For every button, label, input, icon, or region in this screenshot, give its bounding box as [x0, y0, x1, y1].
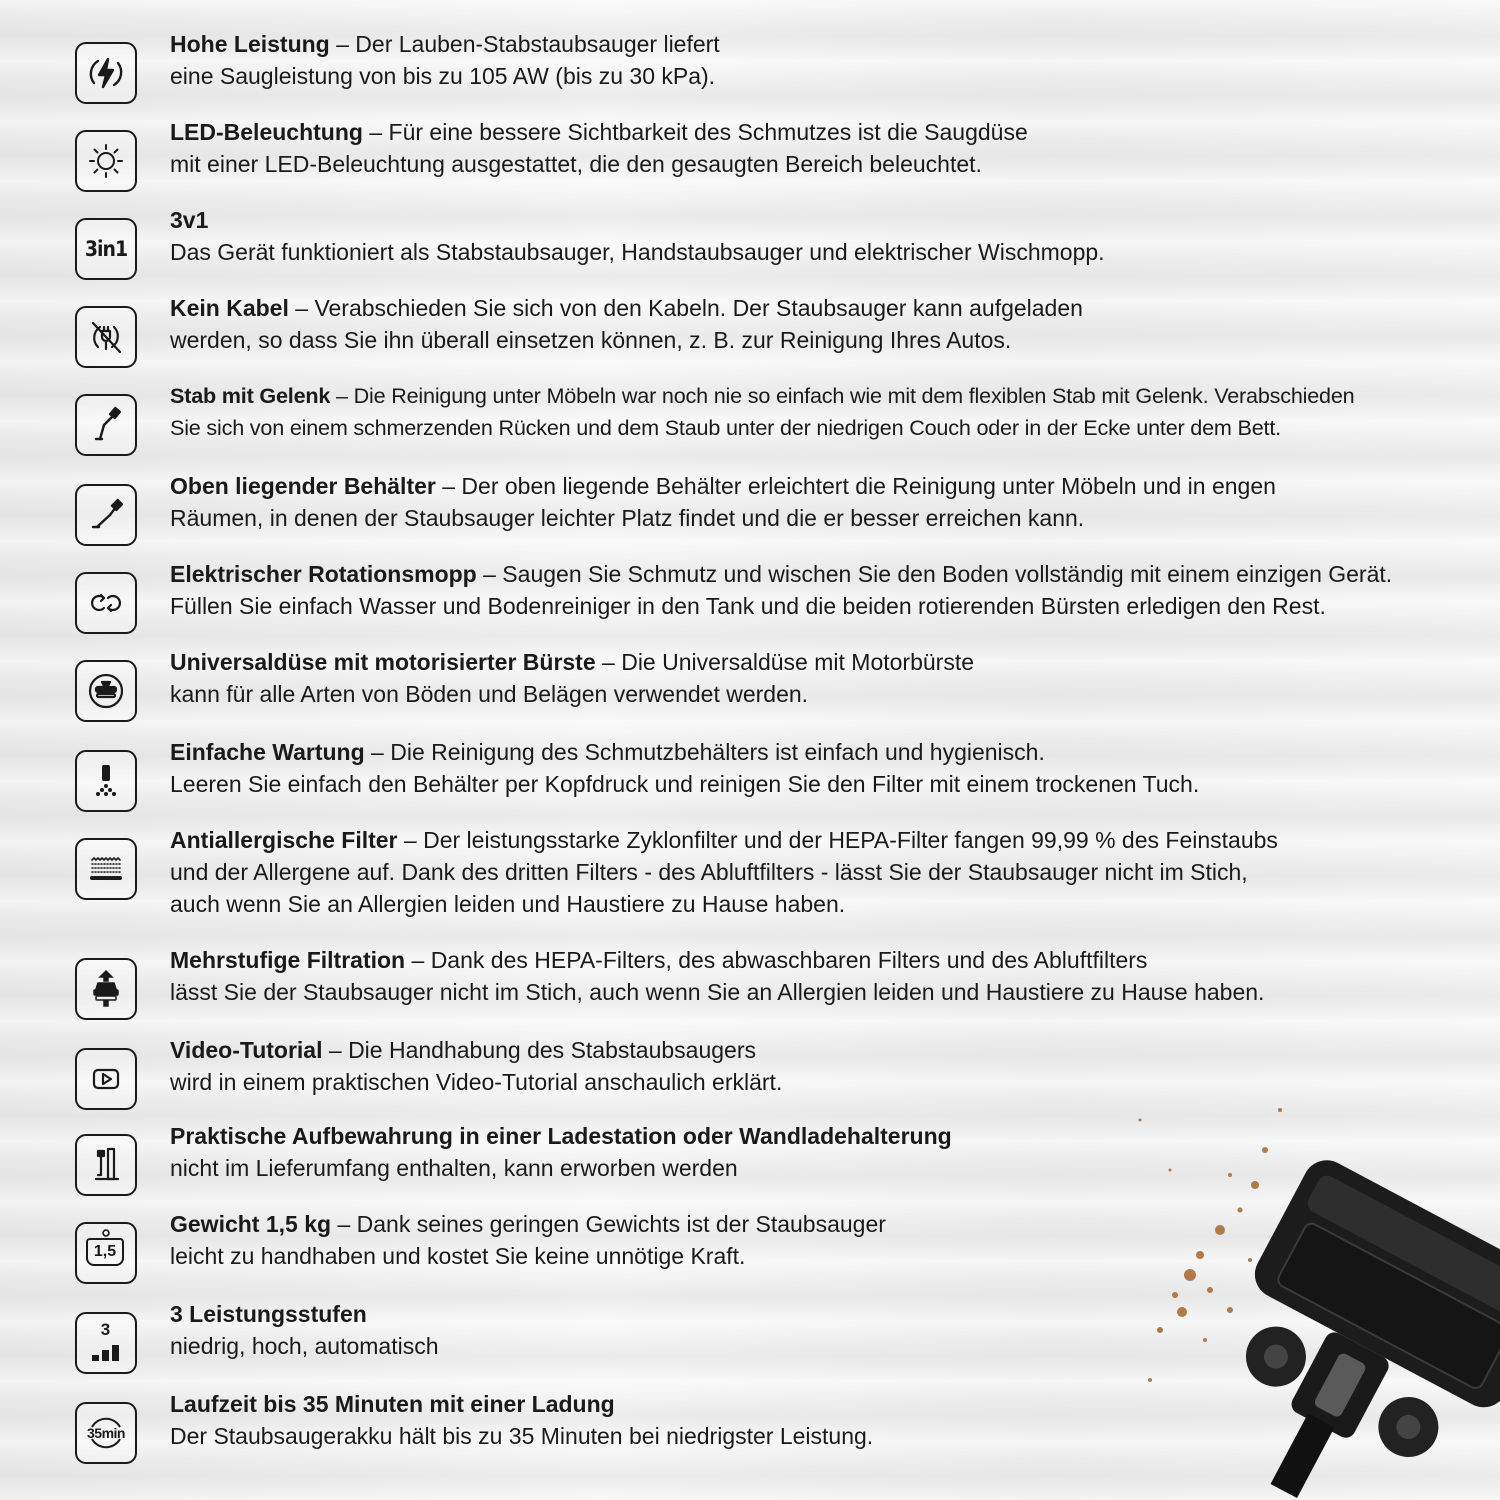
feature-line-1: – Für eine bessere Sichtbarkeit des Schmutzes ist die Saugdüse	[362, 119, 1028, 145]
multistage-filter-icon	[75, 958, 137, 1020]
feature-line-2: lässt Sie der Staubsauger nicht im Stich, auch wenn Sie an Allergien leiden und Haustiere zu Hause haben.	[170, 979, 1265, 1005]
feature-line-1: – Verabschieden Sie sich von den Kabeln. Der Staubsauger kann aufgeladen	[288, 295, 1083, 321]
feature-text	[170, 1298, 439, 1362]
feature-text	[170, 1388, 873, 1452]
runtime-icon	[75, 1402, 137, 1464]
feature-text	[170, 824, 1278, 920]
maintenance-icon	[75, 750, 137, 812]
feature-title: 3 Leistungsstufen	[170, 1301, 367, 1327]
feature-text	[170, 646, 974, 710]
weight-icon-text: 1,5	[93, 1243, 117, 1260]
feature-title: 3v1	[170, 207, 209, 233]
runtime-icon-text: 35min	[87, 1425, 125, 1441]
feature-item	[75, 947, 1485, 1024]
feature-item	[75, 739, 1485, 816]
rotating-mop-icon	[75, 572, 137, 634]
feature-title: Oben liegender Behälter	[170, 473, 436, 499]
feature-title: Hohe Leistung	[170, 31, 330, 57]
feature-item	[75, 383, 1485, 460]
top-container-icon	[75, 484, 137, 546]
feature-line-1: – Die Reinigung unter Möbeln war noch nie so einfach wie mit dem flexiblen Stab mit Gelenk. Verabschieden	[330, 383, 1355, 408]
feature-line-3: auch wenn Sie an Allergien leiden und Haustiere zu Hause haben.	[170, 891, 846, 917]
feature-title: Elektrischer Rotationsmopp	[170, 561, 477, 587]
feature-text	[170, 380, 1354, 444]
brush-nozzle-icon	[75, 660, 137, 722]
feature-title: Kein Kabel	[170, 295, 289, 321]
feature-text	[170, 28, 720, 92]
feature-line-1: – Der oben liegende Behälter erleichtert die Reinigung unter Möbeln und in engen	[435, 473, 1276, 499]
charging-station-icon	[75, 1134, 137, 1196]
feature-text	[170, 736, 1199, 800]
feature-text	[170, 944, 1264, 1008]
feature-text	[170, 1208, 886, 1272]
feature-item	[75, 473, 1485, 550]
power-levels-icon	[75, 1312, 137, 1374]
feature-text	[170, 1034, 782, 1098]
feature-line-2: Sie sich von einem schmerzenden Rücken und dem Staub unter der niedrigen Couch oder in der Ecke unter dem Bett.	[170, 415, 1281, 440]
feature-line-1: – Die Reinigung des Schmutzbehälters ist einfach und hygienisch.	[364, 739, 1045, 765]
feature-line-2: eine Saugleistung von bis zu 105 AW (bis zu 30 kPa).	[170, 63, 716, 89]
sun-icon	[75, 130, 137, 192]
power-levels-icon-text: 3	[100, 1320, 111, 1339]
no-cable-icon	[75, 306, 137, 368]
feature-line-1: – Saugen Sie Schmutz und wischen Sie den Boden vollständig mit einem einzigen Gerät.	[476, 561, 1393, 587]
feature-item	[75, 31, 1485, 108]
feature-title: Video-Tutorial	[170, 1037, 323, 1063]
filter-icon	[75, 838, 137, 900]
feature-line-1: – Der leistungsstarke Zyklonfilter und der HEPA-Filter fangen 99,99 % des Feinstaubs	[397, 827, 1278, 853]
vacuum-brush-head-image	[1080, 1080, 1500, 1500]
feature-line-1: – Dank seines geringen Gewichts ist der Staubsauger	[331, 1211, 886, 1237]
feature-title: Mehrstufige Filtration	[170, 947, 406, 973]
feature-line-2: nicht im Lieferumfang enthalten, kann erworben werden	[170, 1155, 738, 1181]
feature-line-1: – Die Handhabung des Stabstaubsaugers	[322, 1037, 756, 1063]
feature-line-2: Das Gerät funktioniert als Stabstaubsauger, Handstaubsauger und elektrischer Wischmopp.	[170, 239, 1105, 265]
feature-line-1: – Dank des HEPA-Filters, des abwaschbaren Filters und des Abluftfilters	[405, 947, 1148, 973]
jointed-wand-icon	[75, 394, 137, 456]
feature-line-2: kann für alle Arten von Böden und Belägen verwendet werden.	[170, 681, 809, 707]
feature-title: Stab mit Gelenk	[170, 383, 331, 408]
feature-line-1: – Der Lauben-Stabstaubsauger liefert	[329, 31, 720, 57]
feature-text	[170, 116, 1028, 180]
feature-item	[75, 827, 1485, 917]
feature-line-2: Der Staubsaugerakku hält bis zu 35 Minuten bei niedrigster Leistung.	[170, 1423, 874, 1449]
feature-item	[75, 561, 1485, 638]
feature-text	[170, 558, 1392, 622]
video-play-icon	[75, 1048, 137, 1110]
feature-line-2: Füllen Sie einfach Wasser und Bodenreiniger in den Tank und die beiden rotierenden Bürsten erledigen den Rest.	[170, 593, 1326, 619]
feature-text	[170, 204, 1105, 268]
feature-text	[170, 1120, 952, 1184]
three-in-one-icon-text: 3in1	[84, 237, 128, 261]
three-in-one-icon	[75, 218, 137, 280]
feature-title: Einfache Wartung	[170, 739, 365, 765]
feature-title: Universaldüse mit motorisierter Bürste	[170, 649, 596, 675]
feature-line-2: leicht zu handhaben und kostet Sie keine unnötige Kraft.	[170, 1243, 746, 1269]
feature-title: Antiallergische Filter	[170, 827, 398, 853]
feature-line-2: und der Allergene auf. Dank des dritten Filters - des Abluftfilters - lässt Sie der Staubsauger nicht im Stich,	[170, 859, 1248, 885]
feature-title: Gewicht 1,5 kg	[170, 1211, 332, 1237]
feature-item	[75, 207, 1485, 284]
feature-text	[170, 292, 1083, 356]
weight-icon	[75, 1222, 137, 1284]
feature-line-2: niedrig, hoch, automatisch	[170, 1333, 439, 1359]
feature-item	[75, 119, 1485, 196]
feature-line-2: werden, so dass Sie ihn überall einsetzen können, z. B. zur Reinigung Ihres Autos.	[170, 327, 1012, 353]
feature-text	[170, 470, 1276, 534]
lightning-icon	[75, 42, 137, 104]
brush-head	[1169, 1152, 1500, 1500]
feature-line-2: Leeren Sie einfach den Behälter per Kopfdruck und reinigen Sie den Filter mit einem trockenen Tuch.	[170, 771, 1200, 797]
feature-item	[75, 295, 1485, 372]
feature-line-2: wird in einem praktischen Video-Tutorial anschaulich erklärt.	[170, 1069, 783, 1095]
feature-title: LED-Beleuchtung	[170, 119, 363, 145]
feature-title: Praktische Aufbewahrung in einer Ladestation oder Wandladehalterung	[170, 1123, 952, 1149]
feature-title: Laufzeit bis 35 Minuten mit einer Ladung	[170, 1391, 615, 1417]
feature-line-1: – Die Universaldüse mit Motorbürste	[595, 649, 975, 675]
feature-line-2: Räumen, in denen der Staubsauger leichter Platz findet und die er besser erreichen kann.	[170, 505, 1085, 531]
feature-line-2: mit einer LED-Beleuchtung ausgestattet, die den gesaugten Bereich beleuchtet.	[170, 151, 982, 177]
feature-item	[75, 649, 1485, 726]
